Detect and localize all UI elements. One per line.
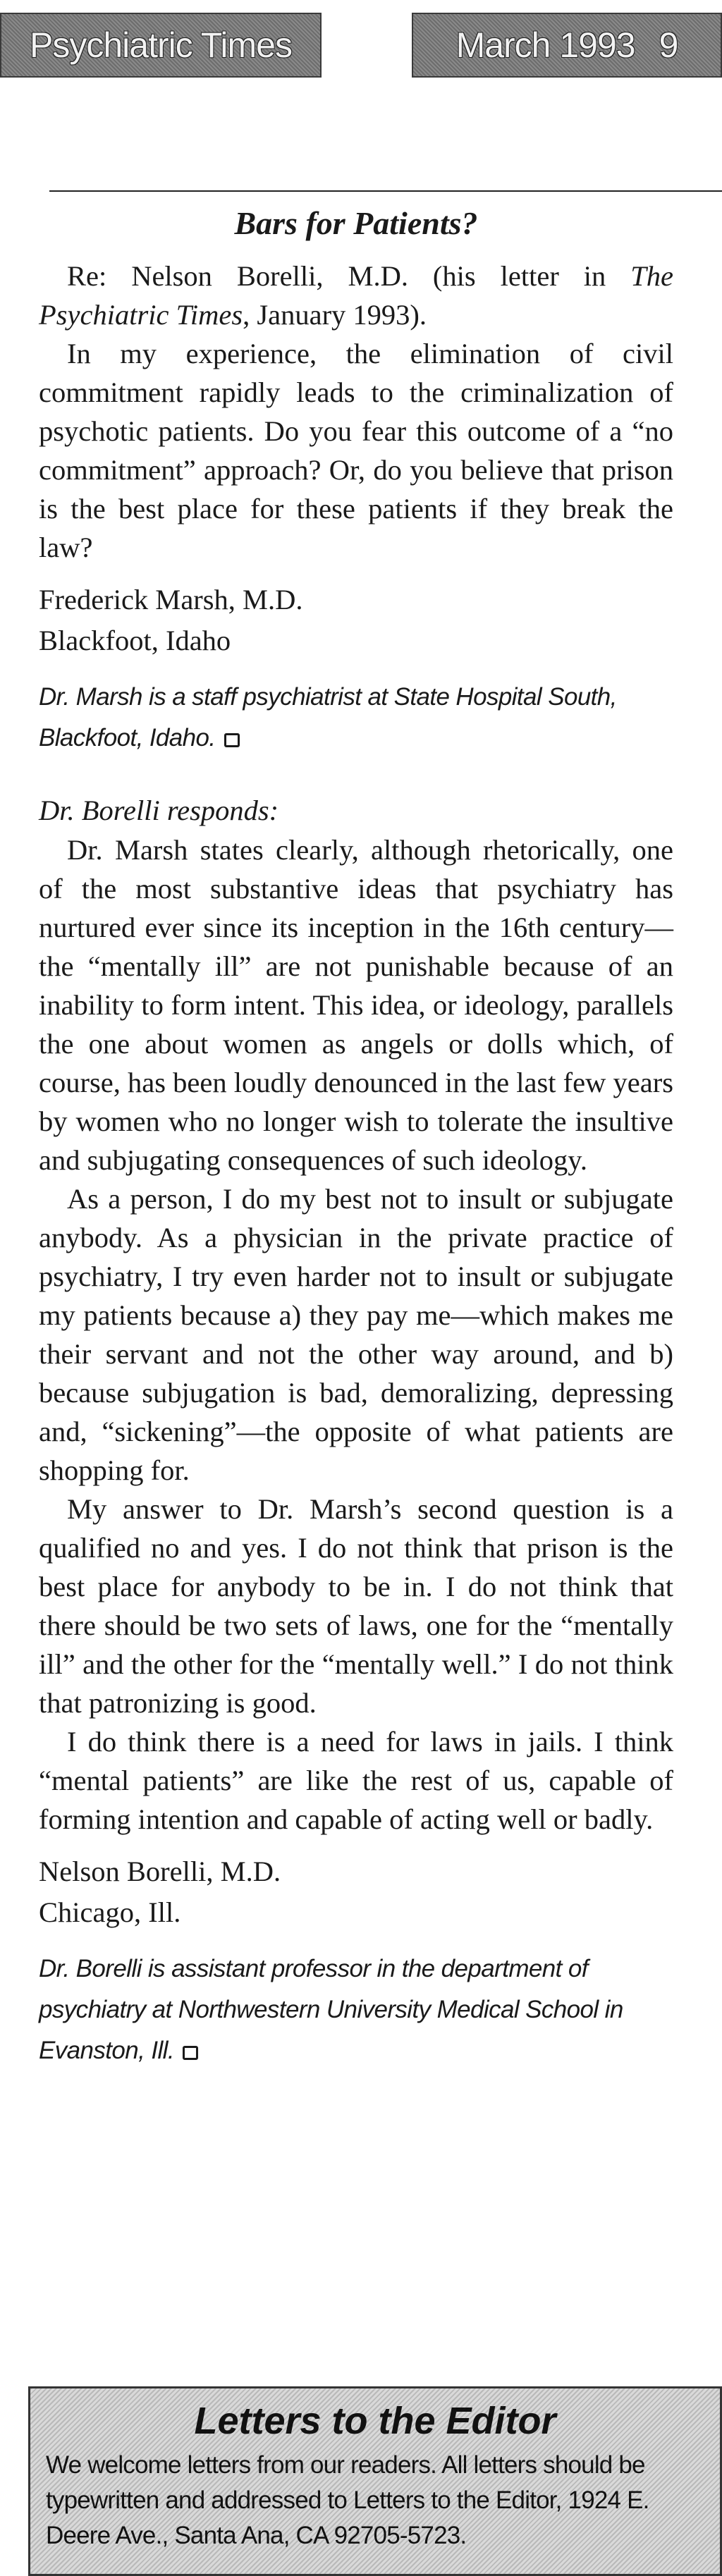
letter-author-location: Blackfoot, Idaho [39, 625, 231, 656]
letter-author-name: Frederick Marsh, M.D. [39, 584, 303, 615]
letters-to-editor-text: We welcome letters from our readers. All letters should be typewritten and addressed to Letters to the Editor, 1924 E. Deere Ave., Santa Ana, CA 92705-5723. [46, 2451, 649, 2549]
publication-name: Psychiatric Times [30, 25, 292, 65]
end-of-article-box-icon [224, 733, 240, 747]
article [39, 203, 673, 2071]
issue-tag [412, 13, 722, 78]
response-paragraph: I do think there is a need for laws in jails. I think “mental patients” are like the rest of us, capable of forming intention and capable of acting well or badly. [39, 1726, 673, 1835]
response-author-name: Nelson Borelli, M.D. [39, 1856, 281, 1887]
response-author-bio [39, 1949, 673, 2071]
response-paragraph: As a person, I do my best not to insult or subjugate anybody. As a physician in the private practice of psychiatry, I try even harder not to insult or subjugate my patients because a) they pay me—which makes me their servant and not the other way around, and b) because subjugation is bad, demoralizing, depressing and, “sickening”—the opposite of what patients are shopping for. [39, 1183, 673, 1486]
letter-reference [39, 257, 673, 334]
letter-signature [39, 579, 673, 661]
response-author-location: Chicago, Ill. [39, 1896, 181, 1928]
response-paragraph: My answer to Dr. Marsh’s second question is a qualified no and yes. I do not think that prison is the best place for anybody to be in. I do not think that there should be two sets of laws, one for the “mentally ill” and the other for the “mentally well.” I do not think that patronizing is good. [39, 1493, 673, 1719]
letter-reference-suffix: , January 1993). [243, 299, 427, 331]
page-number: 9 [659, 25, 678, 65]
letters-to-editor-title: Letters to the Editor [194, 2400, 556, 2442]
response-author-bio-text: Dr. Borelli is assistant professor in the department of psychiatry at Northwestern University Medical School in Evanston, Ill. [39, 1955, 623, 2064]
issue-date: March 1993 [455, 25, 635, 65]
response-heading: Dr. Borelli responds: [39, 795, 279, 826]
response-paragraph: Dr. Marsh states clearly, although rhetorically, one of the most substantive ideas that psychiatry has nurtured ever since its inception in the 16th century—the “mentally ill” are not punishable because of an inability to form intent. This idea, or ideology, parallels the one about women as angels or dolls which, of course, has been loudly denounced in the last few years by women who no longer wish to tolerate the insultive and subjugating consequences of such ideology. [39, 834, 673, 1176]
article-title: Bars for Patients? [234, 205, 478, 241]
letter-body: In my experience, the elimination of civil commitment rapidly leads to the criminalization of psychotic patients. Do you fear this outcome of a “no commitment” approach? Or, do you believe that prison is the best place for these patients if they break the law? [39, 338, 673, 563]
publication-tag [0, 13, 322, 78]
letter-reference-prefix: Re: Nelson Borelli, M.D. (his letter in [67, 260, 631, 292]
letter-reference-publication: The Psychiatric Times [39, 260, 673, 331]
letter-author-bio [39, 677, 673, 759]
response-signature [39, 1851, 673, 1933]
letter-author-bio-text: Dr. Marsh is a staff psychiatrist at State Hospital South, Blackfoot, Idaho. [39, 683, 617, 752]
letters-to-editor-box [28, 2386, 722, 2576]
end-of-article-box-icon [183, 2046, 198, 2060]
top-rule [49, 190, 722, 192]
